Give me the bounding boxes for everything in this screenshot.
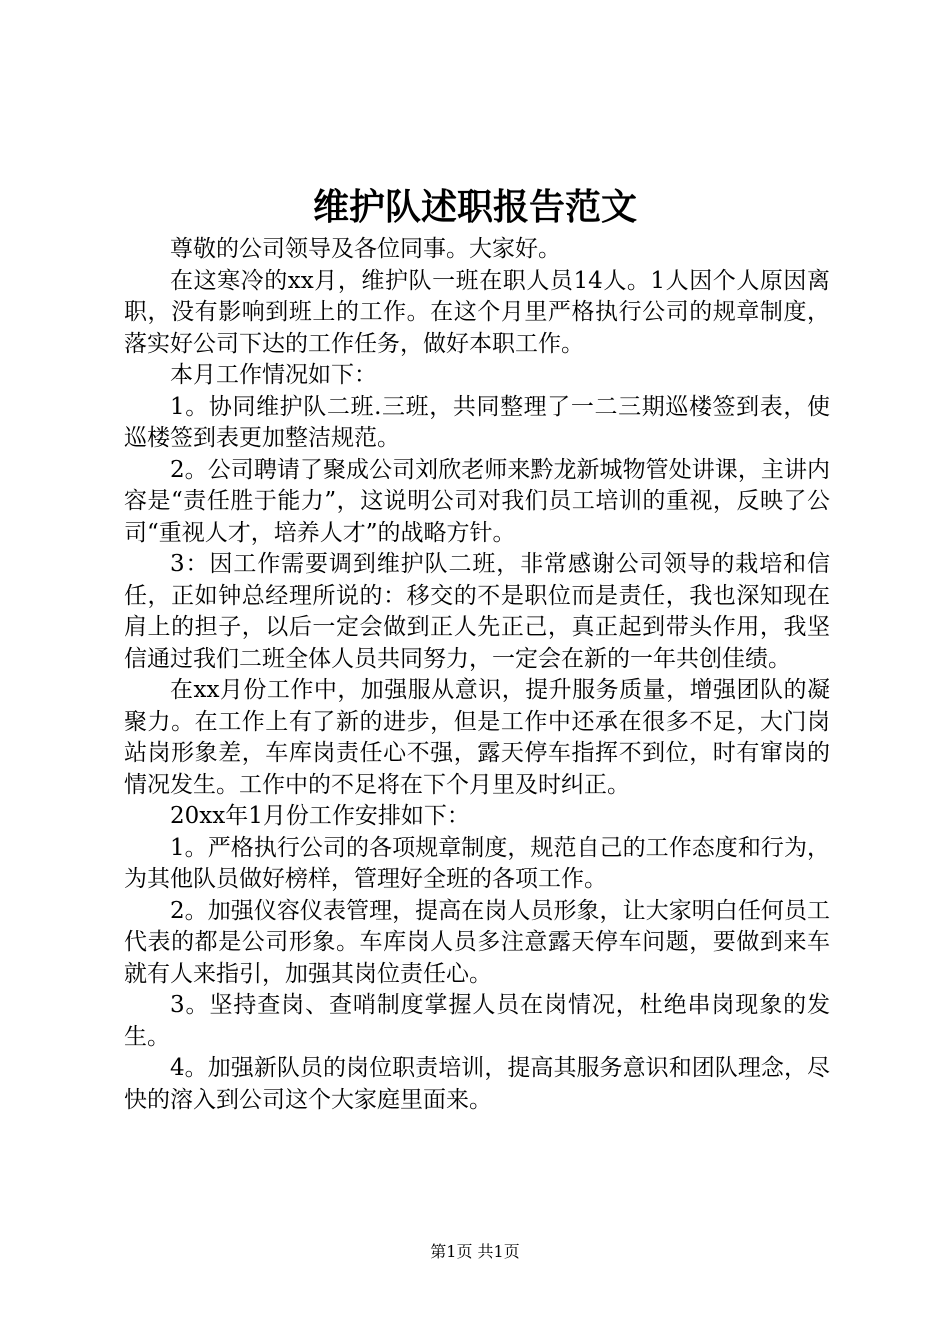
paragraph-item-3: 3：因工作需要调到维护队二班，非常感谢公司领导的栽培和信任，正如钟总经理所说的：移交的不是职位而是责任，我也深知现在肩上的担子，以后一定会做到正人先正己，真正起到带头作用，我坚信通过我们二班全体人员共同努力，一定会在新的一年共创佳绩。 (124, 551, 830, 672)
paragraph-plan-heading: 20xx年1月份工作安排如下： (170, 803, 470, 829)
page-number: 第1页 共1页 (430, 1242, 520, 1261)
document-title: 维护队述职报告范文 (312, 186, 637, 228)
paragraph-month-heading: 本月工作情况如下： (170, 362, 377, 388)
paragraph-plan-2: 2。加强仪容仪表管理，提高在岗人员形象，让大家明白任何员工代表的都是公司形象。车库岗人员多注意露天停车问题，要做到来车就有人来指引，加强其岗位责任心。 (124, 897, 830, 987)
paragraph-summary: 在xx月份工作中，加强服从意识，提升服务质量，增强团队的凝聚力。在工作上有了新的进步，但是工作中还承在很多不足，大门岗站岗形象差，车库岗责任心不强，露天停车指挥不到位，时有窜岗的情况发生。工作中的不足将在下个月里及时纠正。 (124, 677, 830, 798)
paragraph-intro: 在这寒冷的xx月，维护队一班在职人员14人。1人因个人原因离职，没有影响到班上的工作。在这个月里严格执行公司的规章制度，落实好公司下达的工作任务，做好本职工作。 (124, 267, 830, 357)
paragraph-plan-3: 3。坚持查岗、查哨制度掌握人员在岗情况，杜绝串岗现象的发生。 (124, 992, 830, 1050)
paragraph-plan-1: 1。严格执行公司的各项规章制度，规范自己的工作态度和行为，为其他队员做好榜样，管理好全班的各项工作。 (124, 834, 830, 892)
paragraph-greeting: 尊敬的公司领导及各位同事。大家好。 (170, 236, 561, 262)
document-body (124, 234, 830, 1116)
paragraph-item-1: 1。协同维护队二班.三班，共同整理了一二三期巡楼签到表，使巡楼签到表更加整洁规范。 (124, 393, 830, 451)
paragraph-plan-4: 4。加强新队员的岗位职责培训，提高其服务意识和团队理念，尽快的溶入到公司这个大家庭里面来。 (124, 1055, 830, 1113)
paragraph-item-2: 2。公司聘请了聚成公司刘欣老师来黔龙新城物管处讲课，主讲内容是“责任胜于能力”，这说明公司对我们员工培训的重视，反映了公司“重视人才，培养人才”的战略方针。 (124, 456, 830, 546)
